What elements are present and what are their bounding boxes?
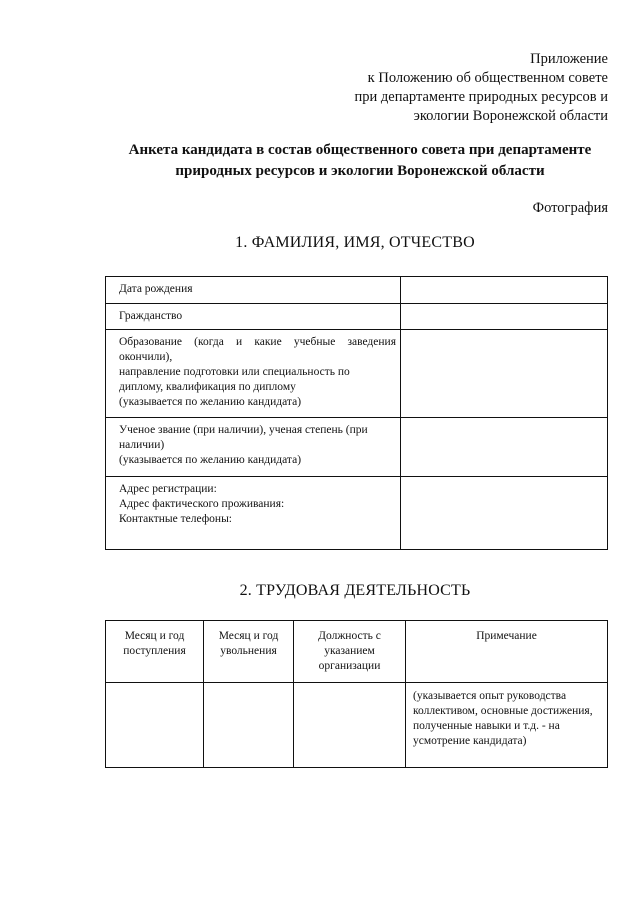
start-date-cell[interactable] xyxy=(106,683,204,768)
appendix-header xyxy=(355,50,609,126)
row-label-citizenship: Гражданство xyxy=(106,304,401,330)
table-row xyxy=(106,477,608,550)
table-row xyxy=(106,277,608,304)
title-line: Анкета кандидата в состав общественного совета при департаменте xyxy=(128,142,592,158)
appendix-line: к Положению об общественном совете xyxy=(367,70,608,86)
academic-degree-field[interactable] xyxy=(401,418,608,477)
column-header-note: Примечание xyxy=(406,621,608,683)
employment-table xyxy=(105,620,608,768)
education-field[interactable] xyxy=(401,330,608,418)
note-cell[interactable]: (указывается опыт руководства коллективом, основные достижения, полученные навыки и т.д. - на усмотрение кандидата) xyxy=(406,683,608,768)
table-row xyxy=(106,304,608,330)
appendix-line: экологии Воронежской области xyxy=(413,108,608,124)
contacts-field[interactable] xyxy=(401,477,608,550)
citizenship-field[interactable] xyxy=(401,304,608,330)
row-label-birth-date: Дата рождения xyxy=(106,277,401,304)
column-header-end-date: Месяц и год увольнения xyxy=(204,621,294,683)
table-row xyxy=(106,418,608,477)
column-header-position: Должность с указанием организации xyxy=(294,621,406,683)
end-date-cell[interactable] xyxy=(204,683,294,768)
position-cell[interactable] xyxy=(294,683,406,768)
title-line: природных ресурсов и экологии Воронежской области xyxy=(175,163,545,179)
row-label-contacts: Адрес регистрации: Адрес фактического проживания: Контактные телефоны: xyxy=(106,477,401,550)
birth-date-field[interactable] xyxy=(401,277,608,304)
appendix-line: при департаменте природных ресурсов и xyxy=(354,89,608,105)
form-title xyxy=(60,140,640,182)
table-row xyxy=(106,330,608,418)
photo-label: Фотография xyxy=(532,200,608,216)
appendix-line: Приложение xyxy=(530,51,608,67)
section-2-heading: 2. ТРУДОВАЯ ДЕЯТЕЛЬНОСТЬ xyxy=(239,582,471,599)
personal-info-table xyxy=(105,276,608,550)
row-label-academic-degree: Ученое звание (при наличии), ученая степень (при наличии) (указывается по желанию кандидата) xyxy=(106,418,401,477)
section-1-heading: 1. ФАМИЛИЯ, ИМЯ, ОТЧЕСТВО xyxy=(235,234,475,251)
table-header-row xyxy=(106,621,608,683)
table-row xyxy=(106,683,608,768)
row-label-education: Образование (когда и какие учебные заведения окончили), направление подготовки или специальность по диплому, квалификация по диплому (указывается по желанию кандидата) xyxy=(106,330,401,418)
column-header-start-date: Месяц и год поступления xyxy=(106,621,204,683)
